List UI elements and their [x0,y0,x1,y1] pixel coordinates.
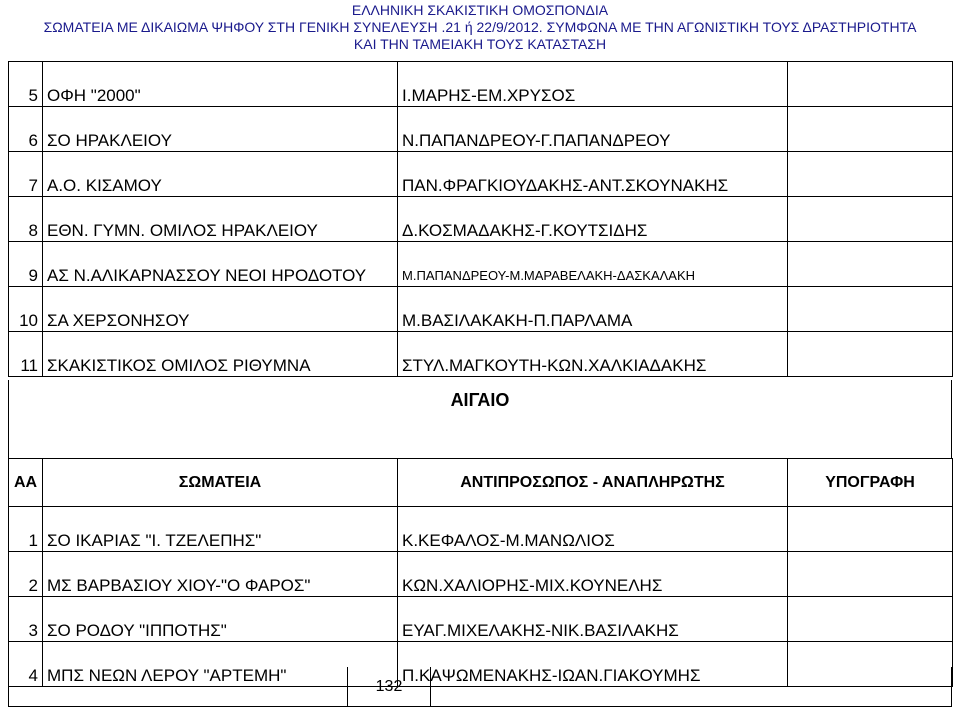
representatives: ΕΥΑΓ.ΜΙΧΕΛΑΚΗΣ-ΝΙΚ.ΒΑΣΙΛΑΚΗΣ [398,597,788,642]
club-name: ΜΠΣ ΝΕΩΝ ΛΕΡΟΥ "ΑΡΤΕΜΗ" [43,642,398,687]
row-number: 1 [9,507,43,552]
representatives: Μ.ΒΑΣΙΛΑΚΑΚΗ-Π.ΠΑΡΛΑΜΑ [398,287,788,332]
page-footer [8,667,952,707]
row-number: 6 [9,107,43,152]
document-header [0,2,960,53]
aegean-clubs-table [8,458,953,687]
club-name: ΜΣ ΒΑΡΒΑΣΙΟΥ ΧΙΟΥ-"Ο ΦΑΡΟΣ" [43,552,398,597]
club-name: ΣΟ ΡΟΔΟΥ "ΙΠΠΟΤΗΣ" [43,597,398,642]
page-number: 132 [347,667,431,707]
table-row [9,332,953,377]
table-header-row [9,459,953,507]
club-name: ΣΚΑΚΙΣΤΙΚΟΣ ΟΜΙΛΟΣ ΡΙΘΥΜΝΑ [43,332,398,377]
row-number: 10 [9,287,43,332]
region-title: ΑΙΓΑΙΟ [450,390,510,410]
row-number: 9 [9,242,43,287]
representatives: Μ.ΠΑΠΑΝΔΡΕΟΥ-Μ.ΜΑΡΑΒΕΛΑΚΗ-ΔΑΣΚΑΛΑΚΗ [398,242,788,287]
signature-cell [788,552,953,597]
club-name: ΑΣ Ν.ΑΛΙΚΑΡΝΑΣΣΟΥ ΝΕΟΙ ΗΡΟΔΟΤΟΥ [43,242,398,287]
region-section [8,380,952,458]
table-row [9,62,953,107]
representatives: Ν.ΠΑΠΑΝΔΡΕΟΥ-Γ.ΠΑΠΑΝΔΡΕΟΥ [398,107,788,152]
representatives: Δ.ΚΟΣΜΑΔΑΚΗΣ-Γ.ΚΟΥΤΣΙΔΗΣ [398,197,788,242]
signature-cell [788,62,953,107]
document-subtitle-cont: ΚΑΙ ΤΗΝ ΤΑΜΕΙΑΚΗ ΤΟΥΣ ΚΑΤΑΣΤΑΣΗ [353,36,607,52]
header-representatives: ΑΝΤΙΠΡΟΣΩΠΟΣ - ΑΝΑΠΛΗΡΩΤΗΣ [398,459,788,507]
header-number: ΑΑ [9,459,43,507]
representatives: Κ.ΚΕΦΑΛΟΣ-Μ.ΜΑΝΩΛΙΟΣ [398,507,788,552]
table-row [9,107,953,152]
representatives: ΚΩΝ.ΧΑΛΙΟΡΗΣ-ΜΙΧ.ΚΟΥΝΕΛΗΣ [398,552,788,597]
signature-cell [788,507,953,552]
table-row [9,507,953,552]
row-number: 5 [9,62,43,107]
row-number: 8 [9,197,43,242]
club-name: ΣΑ ΧΕΡΣΟΝΗΣΟΥ [43,287,398,332]
signature-cell [788,107,953,152]
table-row [9,152,953,197]
federation-title: ΕΛΛΗΝΙΚΗ ΣΚΑΚΙΣΤΙΚΗ ΟΜΟΣΠΟΝΔΙΑ [351,2,609,18]
signature-cell [788,332,953,377]
table-row [9,242,953,287]
table-row [9,552,953,597]
club-name: ΕΘΝ. ΓΥΜΝ. ΟΜΙΛΟΣ ΗΡΑΚΛΕΙΟΥ [43,197,398,242]
header-clubs: ΣΩΜΑΤΕΙΑ [43,459,398,507]
representatives: Π.ΚΑΨΩΜΕΝΑΚΗΣ-ΙΩΑΝ.ΓΙΑΚΟΥΜΗΣ [398,642,788,687]
representatives: ΠΑΝ.ΦΡΑΓΚΙΟΥΔΑΚΗΣ-ΑΝΤ.ΣΚΟΥΝΑΚΗΣ [398,152,788,197]
club-name: ΟΦΗ "2000" [43,62,398,107]
table-row [9,287,953,332]
row-number: 3 [9,597,43,642]
row-number: 7 [9,152,43,197]
clubs-table-continued [8,61,953,377]
table-row [9,197,953,242]
signature-cell [788,197,953,242]
header-signature: ΥΠΟΓΡΑΦΗ [788,459,953,507]
representatives: Ι.ΜΑΡΗΣ-ΕΜ.ΧΡΥΣΟΣ [398,62,788,107]
row-number: 11 [9,332,43,377]
signature-cell [788,242,953,287]
table-row [9,597,953,642]
document-subtitle: ΣΩΜΑΤΕΙΑ ΜΕ ΔΙΚΑΙΩΜΑ ΨΗΦΟΥ ΣΤΗ ΓΕΝΙΚΗ ΣΥΝΕΛΕΥΣΗ .21 ή 22/9/2012. ΣΥΜΦΩΝΑ ΜΕ ΤΗΝ ΑΓΩΝΙΣΤΙΚΗ ΤΟΥΣ ΔΡΑΣΤΗΡΙΟΤΗΤΑ [43,19,917,35]
signature-cell [788,152,953,197]
club-name: Α.Ο. ΚΙΣΑΜΟΥ [43,152,398,197]
representatives: ΣΤΥΛ.ΜΑΓΚΟΥΤΗ-ΚΩΝ.ΧΑΛΚΙΑΔΑΚΗΣ [398,332,788,377]
signature-cell [788,287,953,332]
row-number: 4 [9,642,43,687]
club-name: ΣΟ ΗΡΑΚΛΕΙΟΥ [43,107,398,152]
club-name: ΣΟ ΙΚΑΡΙΑΣ "Ι. ΤΖΕΛΕΠΗΣ" [43,507,398,552]
signature-cell [788,597,953,642]
row-number: 2 [9,552,43,597]
